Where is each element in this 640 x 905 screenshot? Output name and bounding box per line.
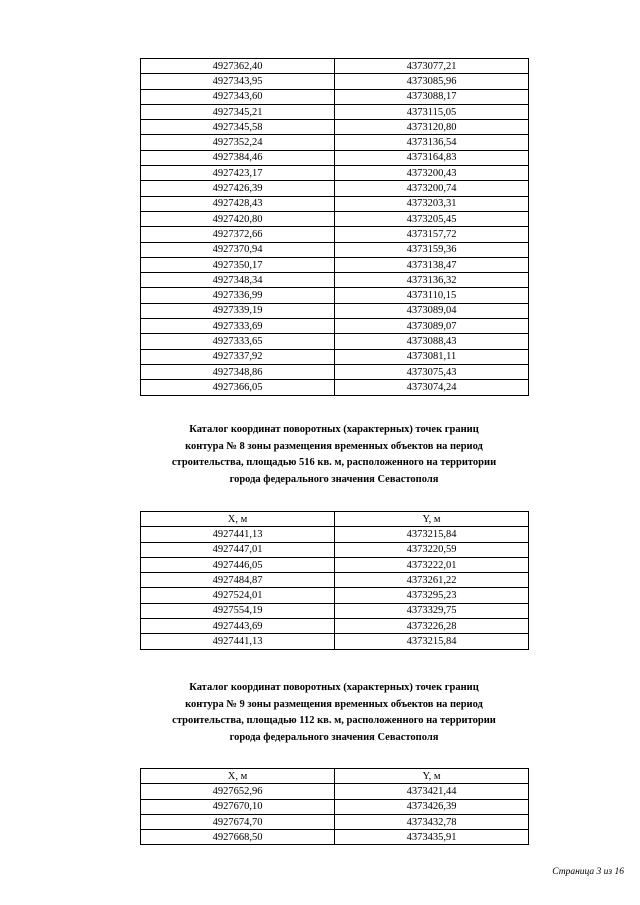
y-coordinate-cell: 4373200,43 <box>335 166 529 181</box>
y-coordinate-cell: 4373138,47 <box>335 257 529 272</box>
table-body <box>141 527 529 649</box>
table-row <box>141 349 529 364</box>
y-coordinate-cell: 4373089,07 <box>335 319 529 334</box>
y-coordinate-cell: 4373110,15 <box>335 288 529 303</box>
x-coordinate-cell: 4927362,40 <box>141 59 335 74</box>
y-coordinate-cell: 4373426,39 <box>335 799 529 814</box>
caption-line: строительства, площадью 112 кв. м, расположенного на территории <box>172 715 496 727</box>
table-row <box>141 288 529 303</box>
y-coordinate-cell: 4373159,36 <box>335 242 529 257</box>
y-coordinate-cell: 4373081,11 <box>335 349 529 364</box>
x-coordinate-cell: 4927668,50 <box>141 830 335 845</box>
y-coordinate-cell: 4373329,75 <box>335 603 529 618</box>
y-coordinate-cell: 4373074,24 <box>335 380 529 395</box>
x-coordinate-cell: 4927343,95 <box>141 74 335 89</box>
table-row <box>141 784 529 799</box>
table-row <box>141 227 529 242</box>
column-header-y: Y, м <box>335 512 529 527</box>
x-coordinate-cell: 4927345,58 <box>141 120 335 135</box>
y-coordinate-cell: 4373077,21 <box>335 59 529 74</box>
y-coordinate-cell: 4373136,54 <box>335 135 529 150</box>
y-coordinate-cell: 4373088,17 <box>335 89 529 104</box>
header-row <box>141 769 529 784</box>
x-coordinate-cell: 4927484,87 <box>141 573 335 588</box>
x-coordinate-cell: 4927343,60 <box>141 89 335 104</box>
table-row <box>141 319 529 334</box>
x-coordinate-cell: 4927337,92 <box>141 349 335 364</box>
x-coordinate-cell: 4927366,05 <box>141 380 335 395</box>
table-row <box>141 59 529 74</box>
table-row <box>141 527 529 542</box>
table-row <box>141 181 529 196</box>
table-row <box>141 303 529 318</box>
x-coordinate-cell: 4927345,21 <box>141 104 335 119</box>
table-row <box>141 150 529 165</box>
table-row <box>141 334 529 349</box>
table-row <box>141 89 529 104</box>
coordinates-table-contour-8 <box>140 511 529 650</box>
x-coordinate-cell: 4927333,65 <box>141 334 335 349</box>
table-row <box>141 380 529 395</box>
y-coordinate-cell: 4373295,23 <box>335 588 529 603</box>
table-row <box>141 814 529 829</box>
y-coordinate-cell: 4373421,44 <box>335 784 529 799</box>
x-coordinate-cell: 4927447,01 <box>141 542 335 557</box>
table-row <box>141 364 529 379</box>
x-coordinate-cell: 4927339,19 <box>141 303 335 318</box>
caption-line: Каталог координат поворотных (характерных) точек границ <box>189 682 479 693</box>
column-header-x: X, м <box>141 512 335 527</box>
x-coordinate-cell: 4927370,94 <box>141 242 335 257</box>
x-coordinate-cell: 4927350,17 <box>141 257 335 272</box>
table-row <box>141 257 529 272</box>
x-coordinate-cell: 4927524,01 <box>141 588 335 603</box>
table-row <box>141 634 529 649</box>
x-coordinate-cell: 4927441,13 <box>141 527 335 542</box>
header-row <box>141 512 529 527</box>
y-coordinate-cell: 4373115,05 <box>335 104 529 119</box>
x-coordinate-cell: 4927333,69 <box>141 319 335 334</box>
table-row <box>141 830 529 845</box>
column-header-x: X, м <box>141 769 335 784</box>
table-header <box>141 512 529 527</box>
x-coordinate-cell: 4927372,66 <box>141 227 335 242</box>
x-coordinate-cell: 4927652,96 <box>141 784 335 799</box>
x-coordinate-cell: 4927674,70 <box>141 814 335 829</box>
y-coordinate-cell: 4373203,31 <box>335 196 529 211</box>
table-row <box>141 120 529 135</box>
x-coordinate-cell: 4927428,43 <box>141 196 335 211</box>
caption-line: строительства, площадью 516 кв. м, расположенного на территории <box>171 457 497 469</box>
x-coordinate-cell: 4927443,69 <box>141 619 335 634</box>
table-header <box>141 769 529 784</box>
page-number: Страница 3 из 16 <box>552 867 624 877</box>
x-coordinate-cell: 4927352,24 <box>141 135 335 150</box>
x-coordinate-cell: 4927348,86 <box>141 364 335 379</box>
caption-line: контура № 9 зоны размещения временных объектов на период <box>185 698 483 710</box>
x-coordinate-cell: 4927670,10 <box>141 799 335 814</box>
y-coordinate-cell: 4373200,74 <box>335 181 529 196</box>
table-row <box>141 242 529 257</box>
table-row <box>141 603 529 618</box>
table-row <box>141 196 529 211</box>
y-coordinate-cell: 4373261,22 <box>335 573 529 588</box>
x-coordinate-cell: 4927384,46 <box>141 150 335 165</box>
table-row <box>141 104 529 119</box>
column-header-y: Y, м <box>335 769 529 784</box>
x-coordinate-cell: 4927336,99 <box>141 288 335 303</box>
x-coordinate-cell: 4927446,05 <box>141 557 335 572</box>
table-row <box>141 557 529 572</box>
y-coordinate-cell: 4373120,80 <box>335 120 529 135</box>
y-coordinate-cell: 4373088,43 <box>335 334 529 349</box>
x-coordinate-cell: 4927420,80 <box>141 211 335 226</box>
y-coordinate-cell: 4373089,04 <box>335 303 529 318</box>
table-row <box>141 74 529 89</box>
table-row <box>141 166 529 181</box>
x-coordinate-cell: 4927426,39 <box>141 181 335 196</box>
y-coordinate-cell: 4373215,84 <box>335 634 529 649</box>
table-row <box>141 619 529 634</box>
table-row <box>141 588 529 603</box>
y-coordinate-cell: 4373222,01 <box>335 557 529 572</box>
y-coordinate-cell: 4373432,78 <box>335 814 529 829</box>
caption-line: города федерального значения Севастополя <box>229 474 439 486</box>
table-row <box>141 799 529 814</box>
y-coordinate-cell: 4373085,96 <box>335 74 529 89</box>
caption-line: Каталог координат поворотных (характерных) точек границ <box>189 424 479 435</box>
table-row <box>141 211 529 226</box>
y-coordinate-cell: 4373157,72 <box>335 227 529 242</box>
catalog-caption-contour-8 <box>130 422 538 489</box>
y-coordinate-cell: 4373164,83 <box>335 150 529 165</box>
table-body <box>141 59 529 396</box>
table-body <box>141 784 529 845</box>
x-coordinate-cell: 4927441,13 <box>141 634 335 649</box>
coordinates-table-contour-9 <box>140 768 529 845</box>
y-coordinate-cell: 4373220,59 <box>335 542 529 557</box>
caption-line: города федерального значения Севастополя <box>229 732 439 744</box>
table-row <box>141 542 529 557</box>
y-coordinate-cell: 4373136,32 <box>335 273 529 288</box>
table-row <box>141 573 529 588</box>
table-row <box>141 135 529 150</box>
y-coordinate-cell: 4373205,45 <box>335 211 529 226</box>
x-coordinate-cell: 4927554,19 <box>141 603 335 618</box>
y-coordinate-cell: 4373226,28 <box>335 619 529 634</box>
coordinates-table-continued <box>140 58 529 396</box>
caption-line: контура № 8 зоны размещения временных объектов на период <box>185 440 483 452</box>
x-coordinate-cell: 4927423,17 <box>141 166 335 181</box>
catalog-caption-contour-9 <box>130 680 538 747</box>
table-row <box>141 273 529 288</box>
y-coordinate-cell: 4373075,43 <box>335 364 529 379</box>
y-coordinate-cell: 4373435,91 <box>335 830 529 845</box>
y-coordinate-cell: 4373215,84 <box>335 527 529 542</box>
x-coordinate-cell: 4927348,34 <box>141 273 335 288</box>
